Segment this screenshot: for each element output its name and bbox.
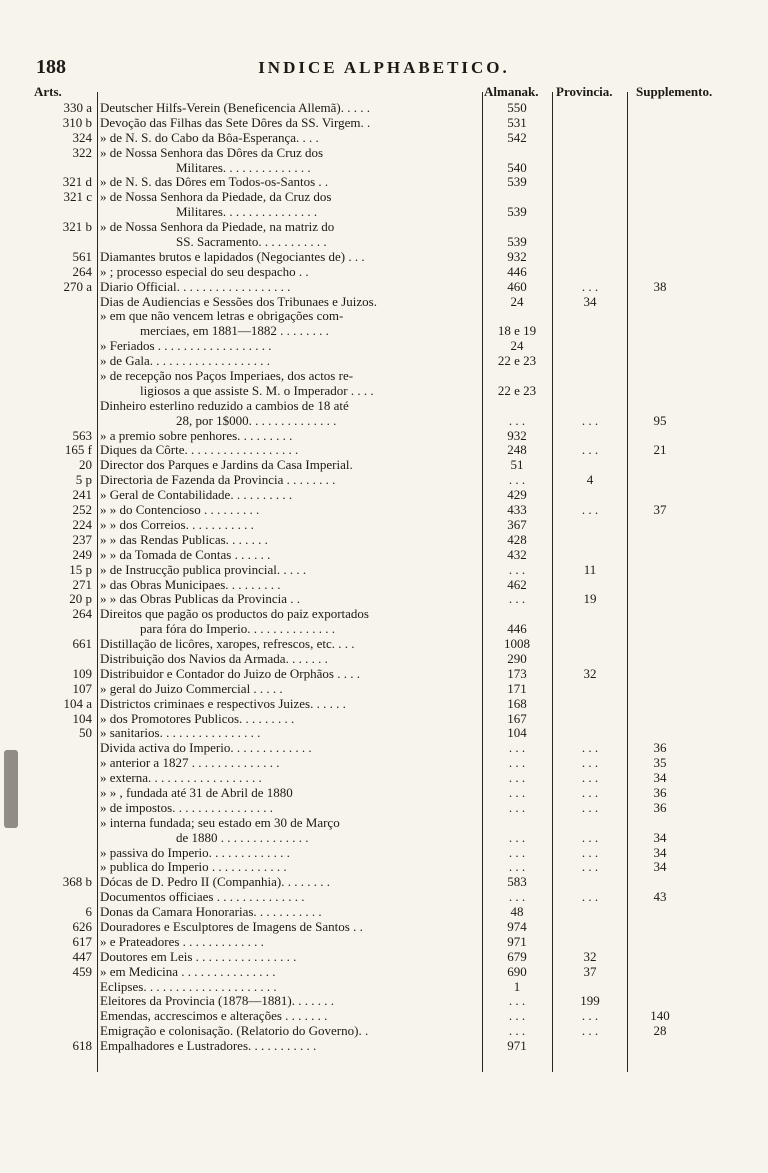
index-row — [0, 994, 768, 1009]
almanak-page: 460 — [507, 278, 527, 294]
entry-text: Divida activa do Imperio. . . . . . . . . . . . . — [100, 741, 312, 756]
provincia-page: . . . — [581, 859, 599, 875]
entry-text: Douradores e Esculptores de Imagens de Santos . . — [100, 919, 363, 934]
index-row — [0, 443, 768, 458]
index-row — [0, 101, 768, 116]
index-row — [0, 980, 768, 995]
almanak-page: 583 — [507, 874, 527, 890]
index-row — [0, 339, 768, 354]
article-number: 109 — [72, 665, 92, 681]
article-number: 661 — [72, 636, 92, 652]
index-row — [0, 116, 768, 131]
article-number: 249 — [72, 546, 92, 562]
index-row — [0, 488, 768, 503]
index-row — [0, 503, 768, 518]
index-row — [0, 131, 768, 146]
almanak-page: 531 — [507, 114, 527, 130]
almanak-page: . . . — [508, 561, 526, 577]
index-row — [0, 667, 768, 682]
article-number: 270 a — [63, 278, 92, 294]
article-number: 563 — [72, 427, 92, 443]
entry-text: Doutores em Leis . . . . . . . . . . . . . . . . — [100, 949, 297, 964]
almanak-page: 1 — [513, 978, 521, 994]
index-row — [0, 697, 768, 712]
entry-text: » Geral de Contabilidade. . . . . . . . . . — [100, 488, 293, 503]
entry-text: » de N. S. das Dôres em Todos-os-Santos . . — [100, 175, 329, 190]
index-row — [0, 801, 768, 816]
entry-text: Emendas, accrescimos e alterações . . . . . . . — [100, 1009, 328, 1024]
almanak-page: 433 — [507, 502, 527, 518]
entry-text: » Feriados . . . . . . . . . . . . . . . . . . — [100, 339, 272, 354]
almanak-page: . . . — [508, 412, 526, 428]
almanak-page: 428 — [507, 531, 527, 547]
article-number: 626 — [72, 918, 92, 934]
article-number: 5 p — [75, 472, 92, 488]
almanak-page: . . . — [508, 993, 526, 1009]
index-row — [0, 637, 768, 652]
entry-text: » de impostos. . . . . . . . . . . . . . . . — [100, 800, 273, 815]
index-row — [0, 190, 768, 205]
index-row — [0, 369, 768, 384]
entry-text: » interna fundada; seu estado em 30 de Março — [100, 815, 340, 830]
index-row — [0, 771, 768, 786]
almanak-page: 367 — [507, 516, 527, 532]
provincia-page: . . . — [581, 829, 599, 845]
supplemento-page: 21 — [653, 442, 667, 458]
index-row — [0, 458, 768, 473]
page-title: INDICE ALPHABETICO. — [258, 58, 510, 77]
page-number: 188 — [36, 56, 66, 78]
provincia-page: 4 — [586, 472, 594, 488]
almanak-page: . . . — [508, 859, 526, 875]
article-number: 618 — [72, 1038, 92, 1054]
almanak-page: 432 — [507, 546, 527, 562]
entry-text: » de Gala. . . . . . . . . . . . . . . . . . . — [100, 354, 271, 369]
provincia-page: 37 — [583, 963, 597, 979]
provincia-page: 32 — [583, 948, 597, 964]
almanak-page: 679 — [507, 948, 527, 964]
entry-text: Eclipses. . . . . . . . . . . . . . . . . . . . . — [100, 979, 277, 994]
almanak-page: 24 — [510, 293, 524, 309]
almanak-page: 540 — [507, 159, 527, 175]
entry-text: » das Obras Municipaes. . . . . . . . . — [100, 577, 281, 592]
entry-text: » passiva do Imperio. . . . . . . . . . . . . — [100, 845, 290, 860]
almanak-page: 248 — [507, 442, 527, 458]
almanak-page: 542 — [507, 129, 527, 145]
entry-text: Militares. . . . . . . . . . . . . . . — [176, 205, 318, 220]
supplemento-page: 37 — [653, 502, 667, 518]
article-number: 324 — [72, 129, 92, 145]
index-row — [0, 920, 768, 935]
index-row — [0, 726, 768, 741]
almanak-page: 22 e 23 — [497, 382, 537, 398]
almanak-page: 539 — [507, 234, 527, 250]
entry-text: Direitos que pagão os productos do paiz exportados — [100, 607, 369, 622]
index-row — [0, 950, 768, 965]
provincia-page: . . . — [581, 278, 599, 294]
provincia-page: 11 — [583, 561, 597, 577]
index-row — [0, 473, 768, 488]
almanak-page: 462 — [507, 576, 527, 592]
supplemento-page: 36 — [653, 740, 667, 756]
header-supplemento: Supplemento. — [636, 84, 713, 99]
supplemento-page: 95 — [653, 412, 667, 428]
supplemento-page: 36 — [653, 799, 667, 815]
entry-text: » » do Contencioso . . . . . . . . . — [100, 503, 260, 518]
provincia-page: . . . — [581, 844, 599, 860]
entry-text: Diques da Côrte. . . . . . . . . . . . . . . . . . — [100, 443, 299, 458]
provincia-page: . . . — [581, 1008, 599, 1024]
article-number: 264 — [72, 263, 92, 279]
index-row — [0, 592, 768, 607]
supplemento-page: 140 — [650, 1008, 670, 1024]
entry-text: Dinheiro esterlino reduzido a cambios de 18 até — [100, 398, 349, 413]
supplemento-page: 34 — [653, 859, 667, 875]
provincia-page: . . . — [581, 1023, 599, 1039]
provincia-page: 34 — [583, 293, 597, 309]
index-table — [0, 101, 768, 1054]
article-number: 321 c — [63, 189, 92, 205]
index-row — [0, 741, 768, 756]
almanak-page: 446 — [507, 621, 527, 637]
article-number: 224 — [72, 516, 92, 532]
index-row — [0, 652, 768, 667]
almanak-page: . . . — [508, 1008, 526, 1024]
index-row — [0, 816, 768, 831]
supplemento-page: 38 — [653, 278, 667, 294]
index-row — [0, 324, 768, 339]
almanak-page: 974 — [507, 918, 527, 934]
index-row — [0, 875, 768, 890]
entry-text: » de recepção nos Paços Imperiaes, dos actos re- — [100, 369, 354, 384]
index-row — [0, 905, 768, 920]
index-row — [0, 205, 768, 220]
index-row — [0, 399, 768, 414]
almanak-page: 290 — [507, 650, 527, 666]
article-number: 447 — [72, 948, 92, 964]
entry-text: Militares. . . . . . . . . . . . . . — [176, 160, 311, 175]
article-number: 322 — [72, 144, 92, 160]
entry-text: de 1880 . . . . . . . . . . . . . . — [176, 830, 309, 845]
index-row — [0, 280, 768, 295]
index-row — [0, 578, 768, 593]
article-number: 330 a — [63, 100, 92, 115]
almanak-page: 429 — [507, 487, 527, 503]
provincia-page: . . . — [581, 889, 599, 905]
entry-text: SS. Sacramento. . . . . . . . . . . — [176, 235, 327, 250]
almanak-page: 971 — [507, 1038, 527, 1054]
entry-text: » e Prateadores . . . . . . . . . . . . . — [100, 934, 264, 949]
provincia-page: . . . — [581, 755, 599, 771]
index-row — [0, 682, 768, 697]
entry-text: » » das Rendas Publicas. . . . . . . — [100, 532, 268, 547]
supplemento-page: 35 — [653, 755, 667, 771]
index-row — [0, 1039, 768, 1054]
almanak-page: 171 — [507, 680, 527, 696]
header-almanak: Almanak. — [484, 84, 539, 99]
entry-text: Eleitores da Provincia (1878—1881). . . . . . . — [100, 994, 334, 1009]
almanak-page: . . . — [508, 755, 526, 771]
almanak-page: 932 — [507, 427, 527, 443]
entry-text: » em Medicina . . . . . . . . . . . . . . . — [100, 964, 276, 979]
provincia-page: . . . — [581, 442, 599, 458]
entry-text: » sanitarios. . . . . . . . . . . . . . . . — [100, 726, 261, 741]
entry-text: » anterior a 1827 . . . . . . . . . . . . . . — [100, 756, 280, 771]
index-row — [0, 846, 768, 861]
almanak-page: 167 — [507, 710, 527, 726]
article-number: 241 — [72, 487, 92, 503]
almanak-page: . . . — [508, 472, 526, 488]
provincia-page: 199 — [580, 993, 600, 1009]
provincia-page: . . . — [581, 784, 599, 800]
header-provincia: Provincia. — [556, 84, 613, 99]
article-number: 20 p — [69, 591, 92, 607]
supplemento-page: 28 — [653, 1023, 667, 1039]
index-row — [0, 622, 768, 637]
index-row — [0, 965, 768, 980]
index-row — [0, 309, 768, 324]
entry-text: Emigração e colonisação. (Relatorio do Governo). . — [100, 1024, 369, 1039]
article-number: 104 a — [63, 695, 92, 711]
index-row — [0, 354, 768, 369]
almanak-page: . . . — [508, 784, 526, 800]
entry-text: » em que não vencem letras e obrigações com- — [100, 309, 344, 324]
supplemento-page: 34 — [653, 770, 667, 786]
index-row — [0, 175, 768, 190]
index-row — [0, 250, 768, 265]
index-row — [0, 1024, 768, 1039]
header-arts: Arts. — [34, 84, 62, 99]
entry-text: » de Nossa Senhora das Dôres da Cruz dos — [100, 145, 324, 160]
index-row — [0, 831, 768, 846]
index-row — [0, 220, 768, 235]
index-row — [0, 860, 768, 875]
entry-text: Diamantes brutos e lapidados (Negociantes de) . . . — [100, 249, 365, 264]
entry-text: » dos Promotores Publicos. . . . . . . . . — [100, 711, 295, 726]
index-row — [0, 756, 768, 771]
article-number: 321 b — [62, 219, 92, 235]
index-row — [0, 518, 768, 533]
entry-text: Distribuição dos Navios da Armada. . . . . . . — [100, 651, 328, 666]
almanak-page: 550 — [507, 100, 527, 115]
entry-text: 28, por 1$000. . . . . . . . . . . . . . — [176, 413, 337, 428]
index-row — [0, 890, 768, 905]
article-number: 237 — [72, 531, 92, 547]
entry-text: » » da Tomada de Contas . . . . . . — [100, 547, 271, 562]
provincia-page: 19 — [583, 591, 597, 607]
almanak-page: 18 e 19 — [497, 323, 537, 339]
almanak-page: 539 — [507, 204, 527, 220]
almanak-page: 168 — [507, 695, 527, 711]
almanak-page: 48 — [510, 904, 524, 920]
article-number: 107 — [72, 680, 92, 696]
entry-text: » geral do Juizo Commercial . . . . . — [100, 681, 283, 696]
entry-text: » ; processo especial do seu despacho . . — [100, 264, 309, 279]
entry-text: merciaes, em 1881—1882 . . . . . . . . — [140, 324, 329, 339]
almanak-page: 932 — [507, 248, 527, 264]
almanak-page: . . . — [508, 740, 526, 756]
almanak-page: . . . — [508, 591, 526, 607]
article-number: 617 — [72, 933, 92, 949]
almanak-page: 539 — [507, 174, 527, 190]
provincia-page: 32 — [583, 665, 597, 681]
article-number: 165 f — [64, 442, 92, 458]
provincia-page: . . . — [581, 770, 599, 786]
article-number: 321 d — [62, 174, 92, 190]
article-number: 252 — [72, 502, 92, 518]
article-number: 50 — [79, 725, 92, 741]
index-row — [0, 414, 768, 429]
index-row — [0, 146, 768, 161]
index-row — [0, 235, 768, 250]
index-row — [0, 384, 768, 399]
entry-text: Devoção das Filhas das Sete Dôres da SS. Virgem. . — [100, 115, 371, 130]
entry-text: para fóra do Imperio. . . . . . . . . . . . . . — [140, 622, 335, 637]
entry-text: » de Nossa Senhora da Piedade, da Cruz dos — [100, 190, 332, 205]
article-number: 310 b — [62, 114, 92, 130]
article-number: 459 — [72, 963, 92, 979]
almanak-page: 22 e 23 — [497, 353, 537, 369]
index-row — [0, 563, 768, 578]
entry-text: » de Instrucção publica provincial. . . . . — [100, 562, 307, 577]
entry-text: Diario Official. . . . . . . . . . . . . . . . . . — [100, 279, 291, 294]
article-number: 20 — [79, 457, 92, 473]
entry-text: Districtos criminaes e respectivos Juizes. . . . . . — [100, 696, 346, 711]
index-row — [0, 1009, 768, 1024]
index-row — [0, 712, 768, 727]
index-row — [0, 786, 768, 801]
almanak-page: 971 — [507, 933, 527, 949]
entry-text: » publica do Imperio . . . . . . . . . . . . — [100, 860, 287, 875]
article-number: 368 b — [62, 874, 92, 890]
entry-text: Dias de Audiencias e Sessões dos Tribunaes e Juizos. — [100, 294, 377, 309]
provincia-page: . . . — [581, 412, 599, 428]
article-number: 271 — [72, 576, 92, 592]
almanak-page: . . . — [508, 844, 526, 860]
supplemento-page: 34 — [653, 844, 667, 860]
almanak-page: 446 — [507, 263, 527, 279]
entry-text: Director dos Parques e Jardins da Casa Imperial. — [100, 458, 353, 473]
index-row — [0, 935, 768, 950]
article-number: 104 — [72, 710, 92, 726]
entry-text: Empalhadores e Lustradores. . . . . . . . . . . — [100, 1039, 317, 1054]
entry-text: » » , fundada até 31 de Abril de 1880 — [100, 785, 293, 800]
provincia-page: . . . — [581, 502, 599, 518]
article-number: 561 — [72, 248, 92, 264]
almanak-page: 24 — [510, 338, 524, 354]
entry-text: » de Nossa Senhora da Piedade, na matriz do — [100, 220, 335, 235]
entry-text: » de N. S. do Cabo da Bôa-Esperança. . . . — [100, 130, 319, 145]
almanak-page: . . . — [508, 799, 526, 815]
index-row — [0, 295, 768, 310]
index-row — [0, 607, 768, 622]
almanak-page: . . . — [508, 770, 526, 786]
supplemento-page: 34 — [653, 829, 667, 845]
entry-text: Documentos officiaes . . . . . . . . . . . . . . — [100, 890, 305, 905]
entry-text: » » dos Correios. . . . . . . . . . . — [100, 517, 254, 532]
provincia-page: . . . — [581, 799, 599, 815]
article-number: 6 — [85, 904, 92, 920]
index-row — [0, 533, 768, 548]
entry-text: Deutscher Hilfs-Verein (Beneficencia Allemã). . . . . — [100, 101, 371, 115]
almanak-page: 104 — [507, 725, 527, 741]
almanak-page: . . . — [508, 889, 526, 905]
article-number: 15 p — [69, 561, 92, 577]
entry-text: » » das Obras Publicas da Provincia . . — [100, 592, 301, 607]
supplemento-page: 36 — [653, 784, 667, 800]
supplemento-page: 43 — [653, 889, 667, 905]
almanak-page: 173 — [507, 665, 527, 681]
entry-text: Directoria de Fazenda da Provincia . . . . . . . . — [100, 473, 336, 488]
entry-text: Donas da Camara Honorarias. . . . . . . . . . . — [100, 905, 322, 920]
entry-text: » externa. . . . . . . . . . . . . . . . . . — [100, 771, 262, 786]
index-row — [0, 265, 768, 280]
index-row — [0, 161, 768, 176]
provincia-page: . . . — [581, 740, 599, 756]
almanak-page: . . . — [508, 829, 526, 845]
almanak-page: . . . — [508, 1023, 526, 1039]
article-number: 264 — [72, 606, 92, 622]
almanak-page: 690 — [507, 963, 527, 979]
entry-text: Distribuidor e Contador do Juizo de Orphãos . . . . — [100, 666, 360, 681]
entry-text: Dócas de D. Pedro II (Companhia). . . . . . . . — [100, 875, 330, 890]
almanak-page: 1008 — [504, 636, 530, 652]
index-row — [0, 548, 768, 563]
entry-text: Distillação de licôres, xaropes, refrescos, etc. . . . — [100, 637, 355, 652]
entry-text: ligiosos a que assiste S. M. o Imperador . . . . — [140, 383, 374, 398]
index-row — [0, 429, 768, 444]
almanak-page: 51 — [510, 457, 524, 473]
entry-text: » a premio sobre penhores. . . . . . . . . — [100, 428, 293, 443]
